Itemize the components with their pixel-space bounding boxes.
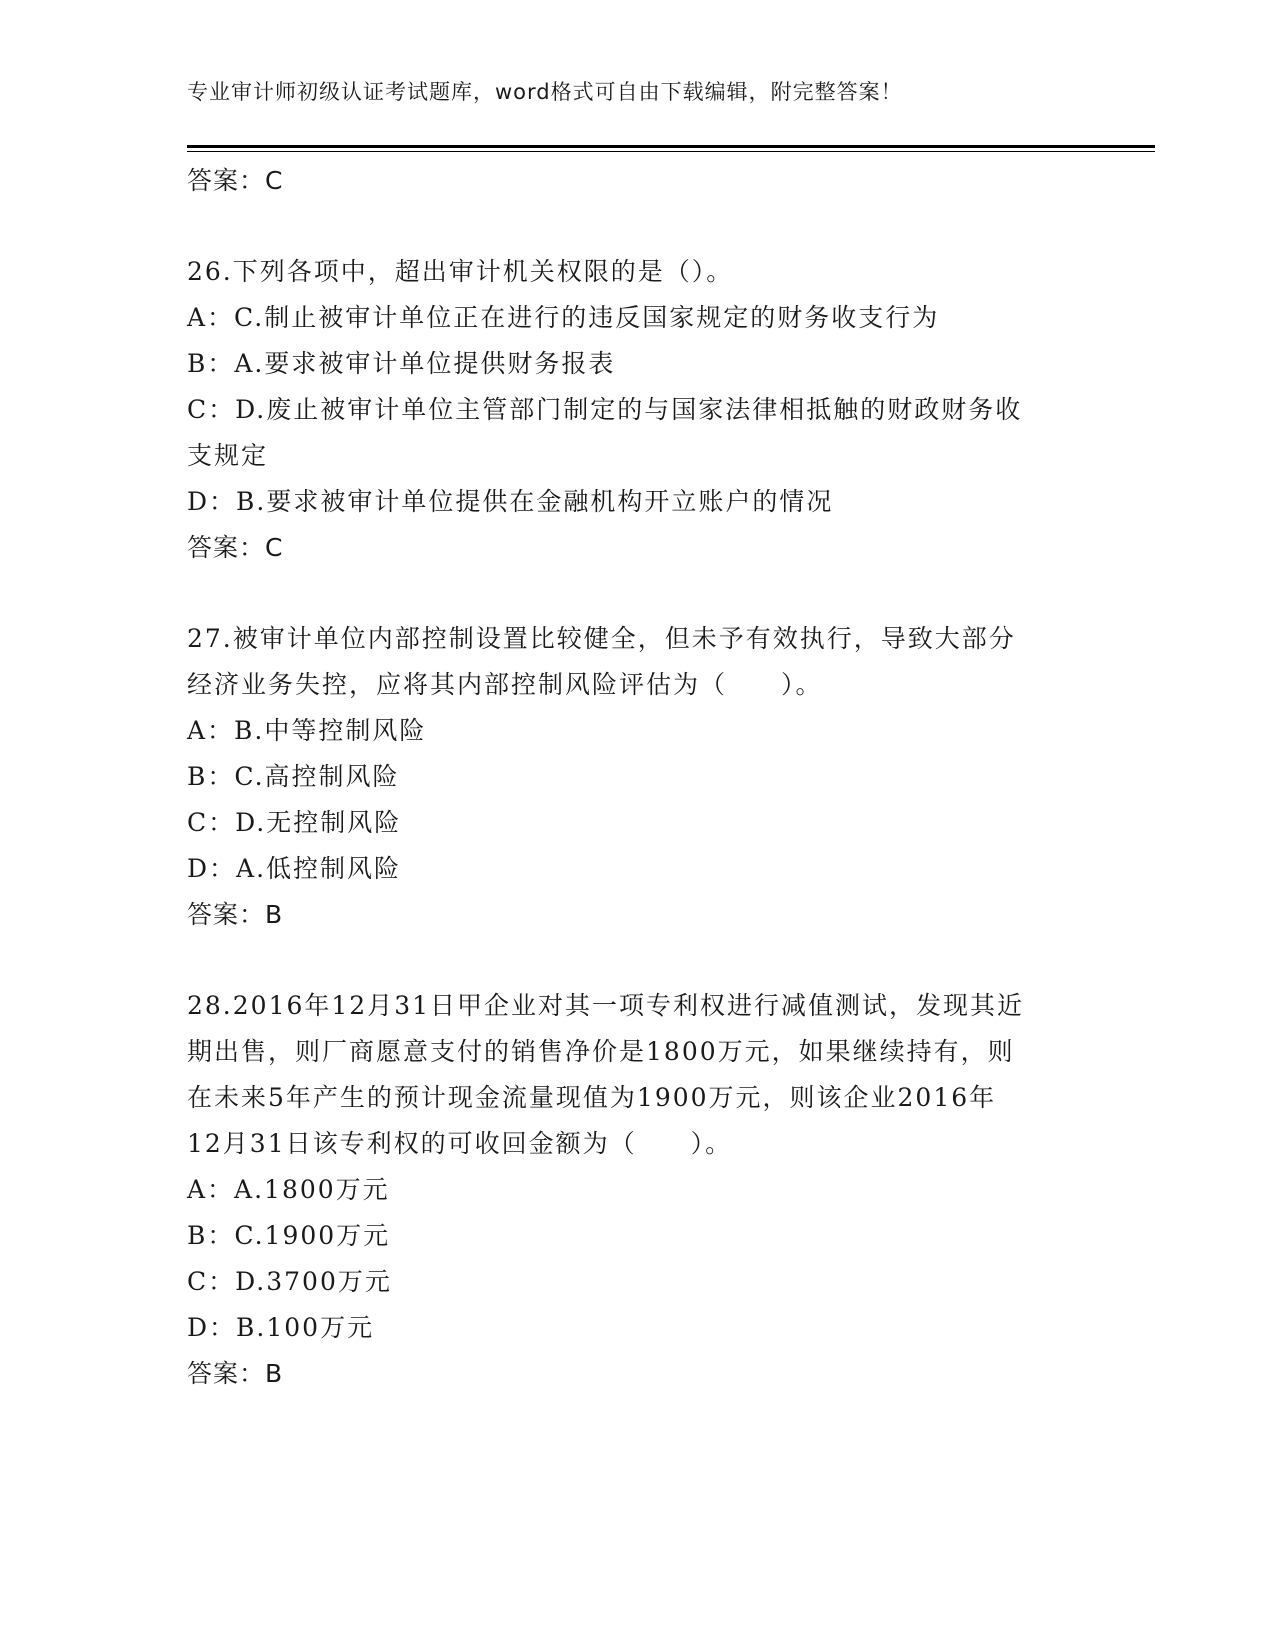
question-text: 12月31日该专利权的可收回金额为（ ）。: [187, 1129, 733, 1158]
option-line: C：D.无控制风险: [187, 808, 402, 837]
option-line: 支规定: [187, 441, 269, 470]
answer-line: 答案：B: [187, 900, 284, 929]
option-line: D：B.100万元: [187, 1313, 375, 1342]
header-rule-thin: [187, 151, 1155, 152]
question-text: 28.2016年12月31日甲企业对其一项专利权进行减值测试，发现其近: [187, 991, 1025, 1020]
question-text: 26.下列各项中，超出审计机关权限的是（）。: [187, 257, 734, 286]
question-block: [187, 616, 1087, 938]
question-text: 在未来5年产生的预计现金流量现值为1900万元，则该企业2016年: [187, 1083, 997, 1112]
page-header: 专业审计师初级认证考试题库，word格式可自由下载编辑，附完整答案！: [187, 80, 903, 104]
option-line: B：C.1900万元: [187, 1221, 391, 1250]
question-block: [187, 249, 1087, 571]
option-line: C：D.废止被审计单位主管部门制定的与国家法律相抵触的财政财务收: [187, 395, 1023, 424]
option-line: C：D.3700万元: [187, 1267, 392, 1296]
option-line: B：A.要求被审计单位提供财务报表: [187, 349, 616, 378]
option-line: D：A.低控制风险: [187, 854, 402, 883]
question-text: 经济业务失控，应将其内部控制风险评估为（ ）。: [187, 670, 823, 699]
answer-line: 答案：C: [187, 166, 284, 195]
question-block: [187, 983, 1087, 1397]
answer-line: 答案：C: [187, 533, 284, 562]
option-line: B：C.高控制风险: [187, 762, 400, 791]
answer-line: 答案：B: [187, 1359, 284, 1388]
question-text: 期出售，则厂商愿意支付的销售净价是1800万元，如果继续持有，则: [187, 1037, 1015, 1066]
document-body: [187, 158, 1087, 1397]
question-text: 27.被审计单位内部控制设置比较健全，但未予有效执行，导致大部分: [187, 624, 1016, 653]
option-line: A：A.1800万元: [187, 1175, 390, 1204]
option-line: D：B.要求被审计单位提供在金融机构开立账户的情况: [187, 487, 834, 516]
option-line: A：B.中等控制风险: [187, 716, 427, 745]
header-rule-thick: [187, 145, 1155, 148]
option-line: A：C.制止被审计单位正在进行的违反国家规定的财务收支行为: [187, 303, 940, 332]
